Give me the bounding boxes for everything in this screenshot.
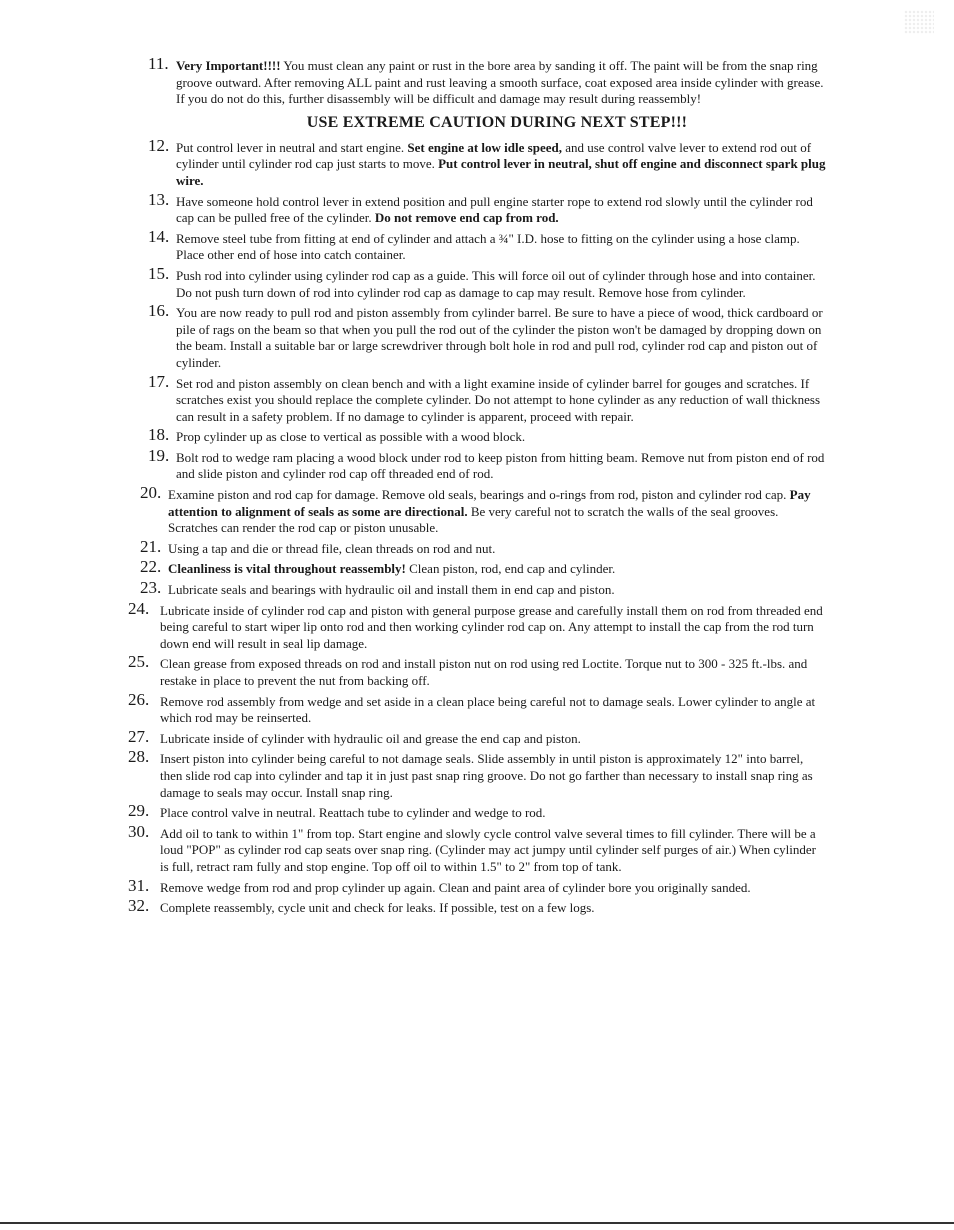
step-emphasis: Very Important!!!! — [176, 58, 281, 73]
step-number: 20. — [140, 483, 162, 503]
step-number: 22. — [140, 557, 162, 577]
step-text: Push rod into cylinder using cylinder rod cap as a guide. This will force oil out of cylinder through hose and into container. Do not push turn down of rod into cylinder rod cap as damage to cap may result. Remove hose from cylinder. — [176, 267, 816, 300]
step-number: 19. — [148, 445, 170, 465]
list-item — [0, 689, 954, 727]
step-text: Put control lever in neutral and start engine. — [176, 139, 408, 155]
step-number: 23. — [140, 578, 162, 598]
instruction-list — [0, 54, 954, 921]
list-item — [0, 821, 954, 876]
step-number: 31. — [128, 875, 150, 895]
caution-heading: USE EXTREME CAUTION DURING NEXT STEP!!! — [306, 113, 688, 131]
step-emphasis: Set engine at low idle speed, — [407, 139, 562, 155]
step-text: Lubricate inside of cylinder rod cap and piston with general purpose grease and carefully install them on rod from threaded end being careful to start wiper lip onto rod and then working cylinder rod cap on. Any attempt to install the cap from the rod turn down end will result in seal lip damage. — [160, 602, 823, 651]
step-number: 17. — [148, 371, 170, 391]
step-text: Insert piston into cylinder being careful to not damage seals. Slide assembly in until piston is approximately 12" into barrel, then slide rod cap into cylinder and tap it in just past snap ring groove. Do not go farther than necessary to install snap ring as damage to seals may occur. Install snap ring. — [160, 751, 813, 800]
step-text: Using a tap and die or thread file, clean threads on rod and nut. — [168, 540, 496, 556]
step-text: Be very careful not to scratch the walls of the seal grooves. Scratches can render the rod cap or piston unusable. — [168, 503, 779, 536]
step-text: Place control valve in neutral. Reattach tube to cylinder and wedge to rod. — [160, 805, 546, 821]
step-text: Lubricate inside of cylinder with hydraulic oil and grease the end cap and piston. — [160, 730, 581, 746]
step-emphasis: Pay attention to alignment of seals as some are directional. — [168, 487, 811, 519]
step-text: Remove steel tube from fitting at end of cylinder and attach a ¾" I.D. hose to fitting on the cylinder using a hose clamp. Place other end of hose into catch container. — [176, 230, 800, 263]
list-item — [0, 747, 954, 801]
step-number: 18. — [148, 425, 170, 445]
list-item — [0, 875, 954, 897]
step-text: Remove wedge from rod and prop cylinder up again. Clean and paint area of cylinder bore you originally sanded. — [160, 879, 751, 895]
list-item — [0, 896, 954, 917]
step-text: and use control valve lever to extend rod out of cylinder until cylinder rod cap just starts to move. — [176, 139, 812, 172]
list-item — [0, 189, 954, 227]
step-text: Examine piston and rod cap for damage. Remove old seals, bearings and o-rings from rod, piston and cylinder rod cap. — [168, 487, 790, 503]
step-number: 21. — [140, 536, 162, 556]
step-number: 24. — [128, 598, 150, 618]
step-number: 11. — [148, 54, 169, 73]
list-item — [0, 226, 954, 264]
list-item — [0, 801, 954, 822]
step-text: You are now ready to pull rod and piston assembly from cylinder barrel. Be sure to have a piece of wood, thick cardboard or pile of rags on the beam so that when you pull the rod out of the cylinder the piston won't be damaged by dropping down on the beam. Install a suitable bar or large screwdriver through bolt hole in rod and pull rod, cylinder rod cap and piston out of cylinder. — [176, 305, 823, 370]
step-number: 16. — [148, 301, 170, 321]
list-item — [0, 425, 954, 446]
step-number: 13. — [148, 189, 170, 209]
step-emphasis: Do not remove end cap from rod. — [374, 210, 559, 226]
page-bottom-rule — [0, 1222, 954, 1224]
list-item — [0, 263, 954, 301]
step-text: Bolt rod to wedge ram placing a wood block under rod to keep piston from hitting beam. Remove nut from piston end of rod and slide piston and cylinder rod cap off threaded end of rod. — [176, 449, 825, 482]
step-number: 30. — [128, 821, 150, 841]
step-text: Lubricate seals and bearings with hydraulic oil and install them in end cap and piston. — [168, 582, 615, 598]
list-item — [0, 557, 954, 578]
list-item — [0, 726, 954, 748]
step-number: 14. — [148, 226, 170, 246]
step-text: Complete reassembly, cycle unit and check for leaks. If possible, test on a few logs. — [160, 900, 595, 916]
step-text: Add oil to tank to within 1" from top. Start engine and slowly cycle control valve several times to fill cylinder. There will be a loud "POP" as cylinder rod cap seats over snap ring. (Cylinder may act jumpy until cylinder self purges of air.) When cylinder is full, retract ram fully and stop engine. Top off oil to within 1.5" to 2" from top of tank. — [160, 825, 817, 874]
list-item — [0, 578, 954, 599]
list-item — [0, 301, 954, 371]
step-number: 29. — [128, 801, 150, 821]
list-item — [0, 483, 954, 537]
list-item — [0, 445, 954, 483]
step-number: 27. — [128, 726, 150, 746]
step-emphasis: Cleanliness is vital throughout reassembly! — [168, 561, 406, 577]
list-item — [0, 54, 954, 108]
step-number: 15. — [148, 263, 170, 283]
list-item — [0, 135, 954, 190]
list-item — [0, 652, 954, 689]
list-item — [0, 536, 954, 558]
list-item — [0, 371, 954, 426]
step-text: Clean grease from exposed threads on rod and install piston nut on rod using red Loctite. Torque nut to 300 - 325 ft.-lbs. and restake in place to prevent the nut from backing off. — [160, 656, 808, 688]
step-number: 12. — [148, 135, 170, 155]
step-number: 26. — [128, 689, 150, 709]
list-item — [0, 598, 954, 653]
step-text: Have someone hold control lever in extend position and pull engine starter rope to extend rod slowly until the cylinder rod cap can be pulled free of the cylinder. — [176, 193, 813, 226]
step-number: 32. — [128, 896, 150, 916]
scan-noise — [904, 10, 934, 34]
step-text: Remove rod assembly from wedge and set aside in a clean place being careful not to damage seals. Lower cylinder to angle at which rod may be reinserted. — [160, 693, 816, 726]
step-text: Clean piston, rod, end cap and cylinder. — [405, 561, 616, 577]
step-text: Set rod and piston assembly on clean bench and with a light examine inside of cylinder barrel for gouges and scratches. If scratches exist you should replace the complete cylinder. Do not attempt to hone cylinder as any reduction of wall thickness can result in a safety problem. If no damage to cylinder is apparent, proceed with repair. — [176, 375, 821, 424]
step-text: You must clean any paint or rust in the bore area by sanding it off. The paint will be from the snap ring groove outward. After removing ALL paint and rust leaving a smooth surface, coat exposed area inside cylinder with grease. If you do not do this, further disassembly will be difficult and damage may result during reassembly! — [176, 58, 824, 107]
step-text: Prop cylinder up as close to vertical as possible with a wood block. — [176, 429, 526, 445]
step-number: 28. — [128, 747, 150, 767]
step-number: 25. — [128, 652, 150, 672]
step-emphasis: Put control lever in neutral, shut off engine and disconnect spark plug wire. — [176, 156, 826, 188]
